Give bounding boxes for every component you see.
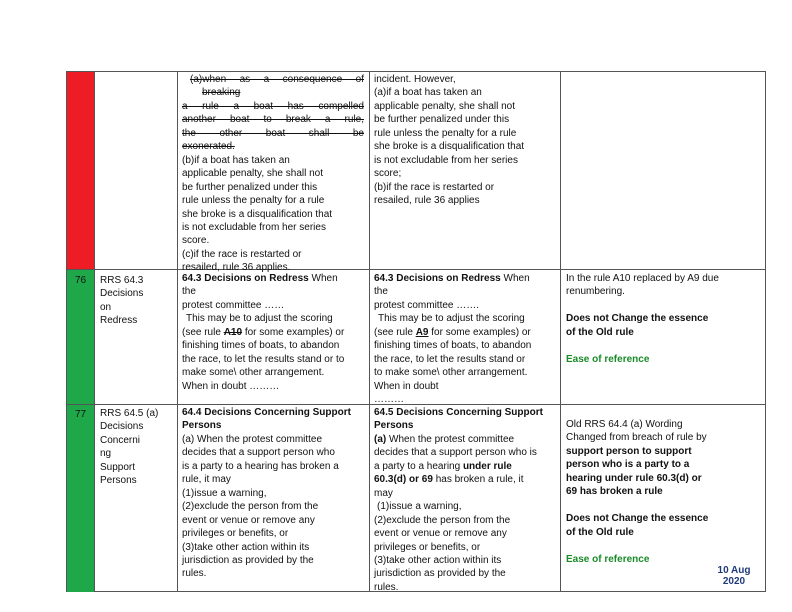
text-line: hearing under rule 60.3(d) or: [566, 472, 702, 484]
text-line: rules.: [182, 568, 207, 580]
text-line: resailed, rule 36 applies: [374, 195, 480, 207]
text-line: (3)take other action within its: [374, 554, 502, 566]
text-line: she broke is a disqualification that: [182, 208, 333, 220]
text-line: 69 has broken a rule: [566, 486, 663, 498]
text-line: resailed, rule 36 applies.: [182, 262, 291, 274]
text-line: to make some\ other arrangement.: [374, 367, 528, 379]
text-fragment: 60.3(d) or 69: [374, 474, 433, 486]
text-line: support person to support: [566, 445, 692, 457]
notes-text: [566, 272, 764, 366]
text-fragment: When: [503, 273, 530, 284]
text-line: the race, to let the results stand or to: [182, 353, 345, 365]
text-line: (a) When the protest committee: [182, 433, 323, 445]
status-cell-green: [67, 269, 94, 404]
date-line: 10 Aug: [717, 565, 751, 576]
text-line: (1)issue a warning,: [377, 501, 462, 513]
row-number: 76: [75, 275, 87, 286]
text-line: applicable penalty, she shall not: [182, 168, 324, 180]
status-cell-green: [67, 404, 94, 592]
text-line: finishing times of boats, to abandon: [182, 340, 340, 352]
rule-heading: Persons: [374, 420, 414, 432]
text-line: decides that a support person who is: [374, 447, 537, 459]
text-line: may: [374, 487, 393, 499]
column-divider: [369, 72, 370, 591]
text-line: be further penalized under this: [374, 114, 510, 126]
date-stamp: [711, 565, 757, 587]
text-line: This may be to adjust the scoring: [378, 313, 525, 325]
text-line: (a)if a boat has taken an: [374, 87, 482, 99]
text-line: rule, it may: [182, 474, 231, 486]
text-line: applicable penalty, she shall not: [374, 100, 516, 112]
text-line: Old RRS 64.4 (a) Wording: [566, 419, 683, 430]
text-line: incident. However,: [374, 74, 456, 85]
text-line: (c)if the race is restarted or: [182, 248, 302, 260]
rule-heading: 64.4 Decisions Concerning Support: [182, 407, 351, 418]
text-fragment: has broken a rule, it: [432, 474, 524, 486]
rule-reference: A9: [415, 326, 429, 338]
rule-heading: Persons: [182, 420, 222, 432]
ease-of-reference-label: Ease of reference: [566, 553, 650, 565]
text-fragment: for some examples) or: [242, 326, 345, 338]
text-line: Decisions: [100, 288, 144, 300]
rule-heading: 64.5 Decisions Concerning Support: [374, 407, 543, 418]
text-line: (3)take other action within its: [182, 541, 310, 553]
column-divider: [94, 72, 95, 591]
text-line: event or venue or remove any: [182, 514, 315, 526]
text-line: a rule a boat has compelled: [182, 100, 364, 112]
text-line: finishing times of boats, to abandon: [374, 340, 532, 352]
text-line: jurisdiction as provided by the: [374, 568, 506, 580]
column-divider: [177, 72, 178, 591]
new-rule-text: [374, 272, 558, 407]
text-line: When in doubt ………: [182, 380, 280, 392]
text-line: Redress: [100, 315, 138, 327]
text-line: breaking: [202, 87, 241, 99]
text-line: Changed from breach of rule by: [566, 432, 707, 444]
text-line: be further penalized under this: [182, 181, 318, 193]
text-line: event or venue or remove any: [374, 528, 507, 540]
text-line: score;: [374, 168, 402, 180]
text-line: the other boat shall be: [182, 127, 364, 139]
text-fragment: (see rule: [182, 326, 224, 338]
spacer: [566, 499, 764, 512]
text-line: person who is a party to a: [566, 459, 690, 471]
text-line: (b)if the race is restarted or: [374, 181, 495, 193]
text-line: privileges or benefits, or: [182, 528, 289, 540]
text-line: of the Old rule: [566, 526, 634, 538]
rule-title: [100, 407, 174, 488]
text-fragment: (a): [374, 433, 387, 445]
spacer: [566, 299, 764, 312]
text-line: When in doubt: [374, 380, 439, 392]
text-line: (2)exclude the person from the: [182, 501, 319, 513]
text-line: (2)exclude the person from the: [374, 514, 511, 526]
text-line: score.: [182, 235, 210, 247]
notes-text: [566, 418, 764, 566]
date-line: 2020: [722, 576, 746, 587]
text-line: the: [182, 286, 196, 298]
text-line: is not excludable from her series: [182, 221, 326, 233]
status-cell-red: [67, 72, 94, 269]
rule-title: [100, 274, 174, 328]
text-line: jurisdiction as provided by the: [182, 554, 314, 566]
text-line: on: [100, 301, 112, 313]
text-line: Support: [100, 461, 136, 473]
text-line: protest committee ……: [182, 299, 285, 311]
text-line: the race, to let the results stand or: [374, 353, 526, 365]
text-line: is not excludable from her series: [374, 154, 518, 166]
text-line: Does not Change the essence: [566, 513, 709, 525]
text-line: rule unless the penalty for a rule: [182, 195, 325, 207]
text-fragment: When the protest committee: [386, 433, 515, 445]
text-line: Concerni: [100, 434, 141, 446]
text-line: make some\ other arrangement.: [182, 367, 325, 379]
text-line: Decisions: [100, 421, 144, 433]
old-rule-text: [182, 73, 364, 275]
text-line: renumbering.: [566, 286, 625, 298]
text-line: (a)when as a consequence of: [190, 74, 364, 85]
spacer: [566, 339, 764, 352]
text-fragment: When: [311, 273, 338, 284]
text-line: Does not Change the essence: [566, 313, 709, 325]
text-line: rules.: [374, 581, 399, 593]
old-rule-text: [182, 406, 366, 581]
text-line: ng: [100, 448, 112, 460]
comparison-table: [66, 71, 766, 592]
text-line: is a party to a hearing has broken a: [182, 460, 339, 472]
text-line: ………: [374, 394, 404, 406]
text-line: privileges or benefits, or: [374, 541, 481, 553]
text-fragment: for some examples) or: [428, 326, 531, 338]
text-fragment: under rule: [462, 460, 512, 472]
old-rule-text: [182, 272, 366, 393]
text-line: exonerated.: [182, 141, 235, 153]
rule-heading: 64.3 Decisions on Redress: [182, 273, 309, 284]
text-line: In the rule A10 replaced by A9 due: [566, 273, 719, 284]
row-number: 77: [75, 409, 87, 420]
text-fragment: (see rule: [374, 326, 416, 338]
text-line: the: [374, 286, 388, 298]
text-line: she broke is a disqualification that: [374, 141, 525, 153]
spacer: [566, 539, 764, 552]
text-line: Persons: [100, 475, 137, 487]
text-line: protest committee …….: [374, 299, 480, 311]
text-line: (1)issue a warning,: [182, 487, 267, 499]
text-line: RRS 64.3: [100, 275, 144, 286]
text-line: another boat to break a rule,: [182, 114, 364, 126]
text-line: of the Old rule: [566, 326, 634, 338]
row-divider: [67, 269, 765, 270]
text-line: (b)if a boat has taken an: [182, 154, 290, 166]
text-line: decides that a support person who: [182, 447, 335, 459]
rule-reference: A10: [223, 326, 243, 338]
new-rule-text: [374, 406, 558, 594]
text-line: rule unless the penalty for a rule: [374, 127, 517, 139]
text-line: RRS 64.5 (a): [100, 408, 159, 419]
rule-heading: 64.3 Decisions on Redress: [374, 273, 501, 284]
ease-of-reference-label: Ease of reference: [566, 353, 650, 365]
text-line: This may be to adjust the scoring: [186, 313, 333, 325]
text-fragment: a party to a hearing: [374, 460, 463, 472]
column-divider: [560, 72, 561, 591]
new-rule-text: [374, 73, 556, 208]
